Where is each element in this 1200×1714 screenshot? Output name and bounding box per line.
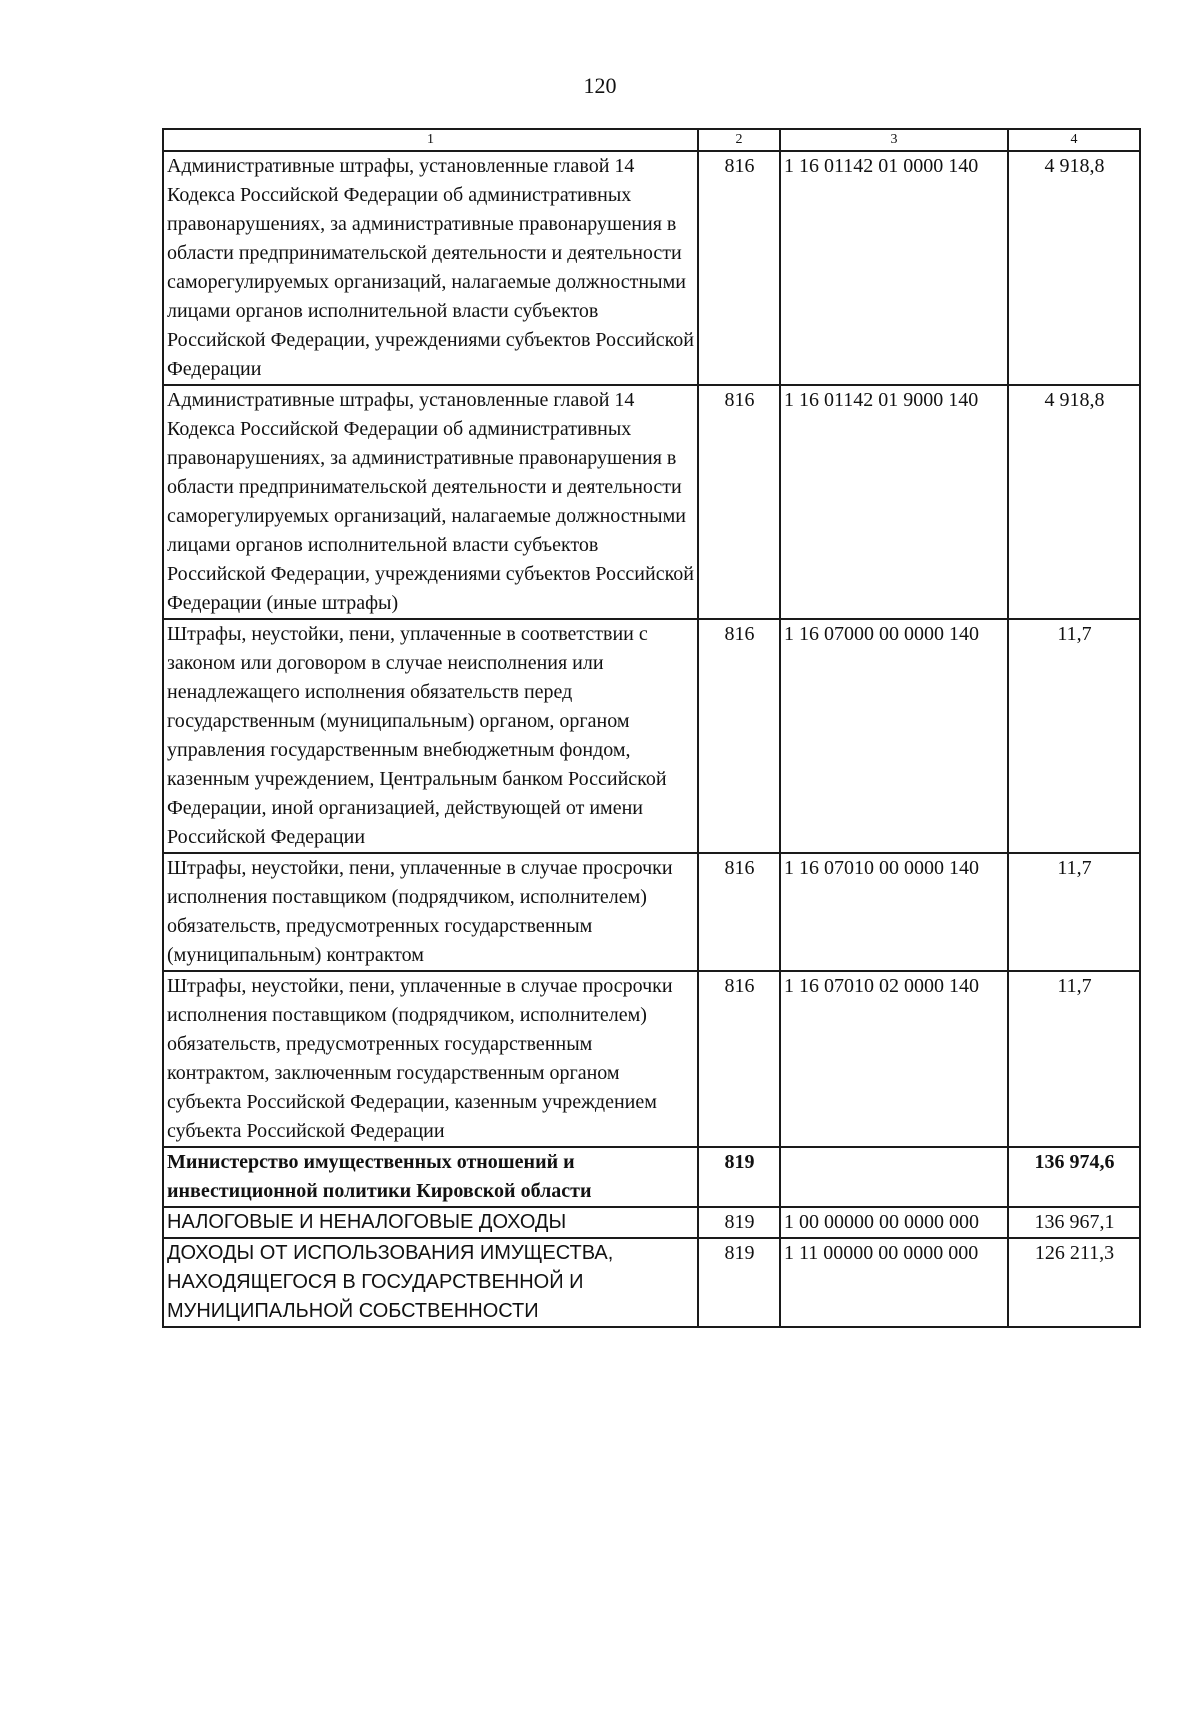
row-kbk: 1 16 07010 00 0000 140	[780, 853, 1008, 971]
table-row	[163, 151, 1140, 385]
row-amount: 4 918,8	[1008, 151, 1140, 385]
table-row	[163, 1207, 1140, 1238]
revenue-table	[162, 128, 1141, 1328]
row-kbk: 1 16 01142 01 9000 140	[780, 385, 1008, 619]
row-admin-code: 816	[698, 385, 780, 619]
row-admin-code: 816	[698, 971, 780, 1147]
row-amount: 136 974,6	[1008, 1147, 1140, 1207]
column-header-1: 1	[163, 129, 698, 151]
row-amount: 11,7	[1008, 853, 1140, 971]
row-name: ДОХОДЫ ОТ ИСПОЛЬЗОВАНИЯ ИМУЩЕСТВА, НАХОДЯЩЕГОСЯ В ГОСУДАРСТВЕННОЙ И МУНИЦИПАЛЬНОЙ СОБСТВЕННОСТИ	[163, 1238, 698, 1327]
row-amount: 126 211,3	[1008, 1238, 1140, 1327]
row-kbk: 1 00 00000 00 0000 000	[780, 1207, 1008, 1238]
table-row	[163, 385, 1140, 619]
row-admin-code: 816	[698, 853, 780, 971]
row-amount: 11,7	[1008, 971, 1140, 1147]
row-amount: 4 918,8	[1008, 385, 1140, 619]
row-kbk: 1 16 01142 01 0000 140	[780, 151, 1008, 385]
table-row	[163, 619, 1140, 853]
row-name: Административные штрафы, установленные главой 14 Кодекса Российской Федерации об административных правонарушениях, за административные правонарушения в области предпринимательской деятельности и деятельности саморегулируемых организаций, налагаемые должностными лицами органов исполнительной власти субъектов Российской Федерации, учреждениями субъектов Российской Федерации (иные штрафы)	[163, 385, 698, 619]
row-name: Штрафы, неустойки, пени, уплаченные в соответствии с законом или договором в случае неисполнения или ненадлежащего исполнения обязательств перед государственным (муниципальным) органом, органом управления государственным внебюджетным фондом, казенным учреждением, Центральным банком Российской Федерации, иной организацией, действующей от имени Российской Федерации	[163, 619, 698, 853]
row-name: Штрафы, неустойки, пени, уплаченные в случае просрочки исполнения поставщиком (подрядчиком, исполнителем) обязательств, предусмотренных государственным контрактом, заключенным государственным органом субъекта Российской Федерации, казенным учреждением субъекта Российской Федерации	[163, 971, 698, 1147]
row-admin-code: 819	[698, 1207, 780, 1238]
row-amount: 136 967,1	[1008, 1207, 1140, 1238]
table-row	[163, 1238, 1140, 1327]
row-kbk: 1 11 00000 00 0000 000	[780, 1238, 1008, 1327]
row-kbk: 1 16 07000 00 0000 140	[780, 619, 1008, 853]
row-name: Штрафы, неустойки, пени, уплаченные в случае просрочки исполнения поставщиком (подрядчиком, исполнителем) обязательств, предусмотренных государственным (муниципальным) контрактом	[163, 853, 698, 971]
table-row	[163, 853, 1140, 971]
row-kbk	[780, 1147, 1008, 1207]
row-admin-code: 819	[698, 1238, 780, 1327]
row-admin-code: 816	[698, 151, 780, 385]
row-name: НАЛОГОВЫЕ И НЕНАЛОГОВЫЕ ДОХОДЫ	[163, 1207, 698, 1238]
column-header-3: 3	[780, 129, 1008, 151]
column-header-4: 4	[1008, 129, 1140, 151]
column-header-2: 2	[698, 129, 780, 151]
table-row	[163, 971, 1140, 1147]
row-name: Административные штрафы, установленные главой 14 Кодекса Российской Федерации об административных правонарушениях, за административные правонарушения в области предпринимательской деятельности и деятельности саморегулируемых организаций, налагаемые должностными лицами органов исполнительной власти субъектов Российской Федерации, учреждениями субъектов Российской Федерации	[163, 151, 698, 385]
row-admin-code: 816	[698, 619, 780, 853]
page-number: 120	[583, 73, 617, 98]
row-name: Министерство имущественных отношений и инвестиционной политики Кировской области	[163, 1147, 698, 1207]
row-amount: 11,7	[1008, 619, 1140, 853]
table-header-row	[163, 129, 1140, 151]
row-admin-code: 819	[698, 1147, 780, 1207]
table-row-ministry	[163, 1147, 1140, 1207]
row-kbk: 1 16 07010 02 0000 140	[780, 971, 1008, 1147]
